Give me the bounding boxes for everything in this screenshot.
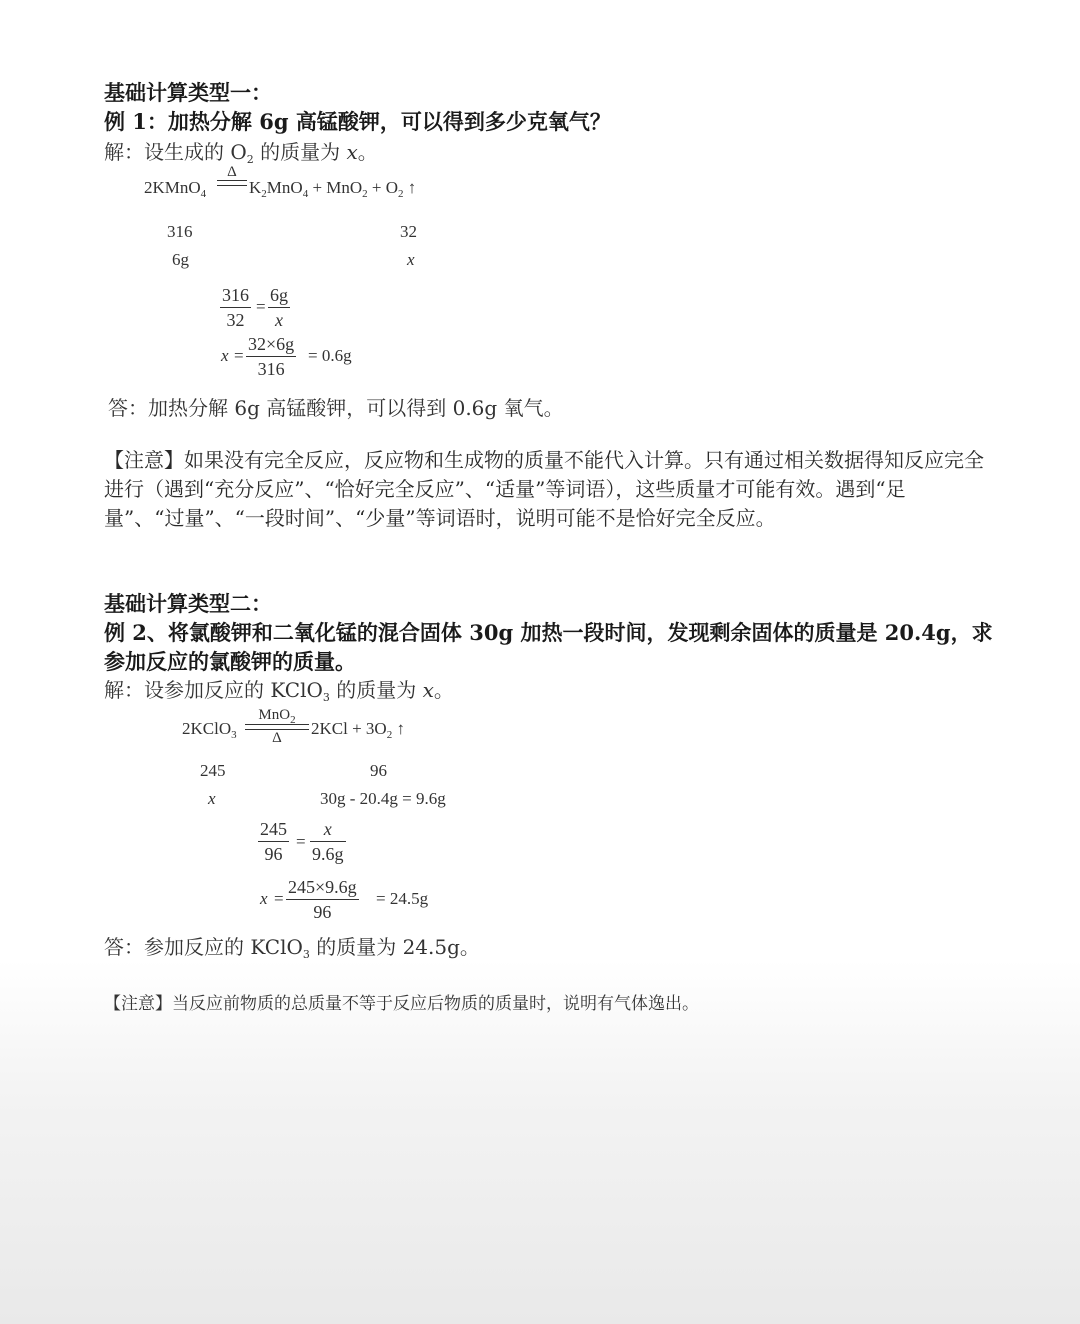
equation-1-condition [217, 164, 247, 186]
calc-1-equals: = [234, 346, 244, 365]
ratio-1-right: 6g x [270, 285, 288, 330]
section2-heading: 基础计算类型二： [104, 591, 272, 616]
equation-2-condition [245, 707, 309, 746]
section1-answer: 答：加热分解 6g 高锰酸钾，可以得到 0.6g 氧气。 [108, 396, 564, 420]
section2-question-line1: 例 2、将氯酸钾和二氧化锰的混合固体 30g 加热一段时间，发现剩余固体的质量是 20.4g，求 [104, 620, 993, 645]
calc-1-fraction: 32×6g 316 [248, 334, 295, 379]
section2-question-line2: 参加反应的氯酸钾的质量。 [104, 649, 356, 674]
equation-2-left: 2KClO$_3$ [182, 719, 237, 741]
mass-right-1: 32 [400, 222, 417, 241]
section1-note: 【注意】如果没有完全反应，反应物和生成物的质量不能代入计算。只有通过相关数据得知反应完全进行（遇到“充分反应”、“恰好完全反应”、“适量”等词语），这些质量才可能有效。遇到“足量”、“过量”、“一段时间”、“少量”等词语时，说明可能不是恰好完全反应。 [104, 448, 984, 530]
mass-right-2: 96 [370, 761, 387, 780]
ratio-2-right: x 9.6g [312, 819, 344, 864]
calc-2-equals: = [274, 889, 284, 908]
solution-mid: 的质量为 [253, 140, 347, 164]
equation-1-left: 2KMnO$_4$ [144, 178, 207, 200]
given-left-1: 6g [172, 250, 189, 269]
heat-condition: Δ [227, 164, 237, 180]
catalyst-condition: MnO$_2$ [258, 707, 296, 726]
mass-left-2: 245 [200, 761, 226, 780]
ratio-1-equals: = [256, 297, 266, 316]
ratio-2-equals: = [296, 832, 306, 851]
gas-arrow-icon: ↑ [407, 178, 417, 197]
equals-arrow [217, 180, 247, 186]
section1-solution [104, 136, 378, 165]
gas-arrow-icon: ↑ [396, 719, 405, 738]
equation-2-right: $2KCl + 3O_2$ ↑ [311, 719, 405, 741]
calc-1-var: x [221, 346, 229, 365]
solution-sub: 2 [246, 153, 254, 166]
given-left-2: x [208, 789, 216, 808]
section1-question: 例 1：加热分解 6g 高锰酸钾，可以得到多少克氧气？ [104, 109, 611, 134]
solution-o: O [230, 140, 247, 164]
mass-left-1: 316 [167, 222, 193, 241]
ratio-1-left: 316 32 [222, 285, 249, 330]
calc-2-fraction: 245×9.6g 96 [288, 877, 357, 922]
solution-var: x [346, 140, 358, 164]
calc-2-var: x [260, 889, 268, 908]
equation-1-right: $K_2MnO_4 + MnO_2 + O_2$ ↑ [249, 178, 417, 200]
heat-condition: Δ [272, 730, 282, 746]
solution-prefix: 解：设生成的 [104, 140, 231, 164]
section2-answer: 答：参加反应的 KClO$_3$ 的质量为 24.5g。 [104, 935, 480, 961]
section1-heading: 基础计算类型一： [104, 80, 272, 105]
section2-solution: 解：设参加反应的 KClO$_3$ 的质量为 x。 [104, 678, 454, 704]
solution-end: 。 [357, 140, 378, 164]
given-right-2: 30g - 20.4g = 9.6g [320, 789, 446, 808]
calc-1-result: = 0.6g [308, 346, 352, 365]
ratio-2-left: 245 96 [260, 819, 287, 864]
section2-note: 【注意】当反应前物质的总质量不等于反应后物质的质量时，说明有气体逸出。 [104, 994, 699, 1014]
given-right-1: x [407, 250, 415, 269]
calc-2-result: = 24.5g [376, 889, 429, 908]
